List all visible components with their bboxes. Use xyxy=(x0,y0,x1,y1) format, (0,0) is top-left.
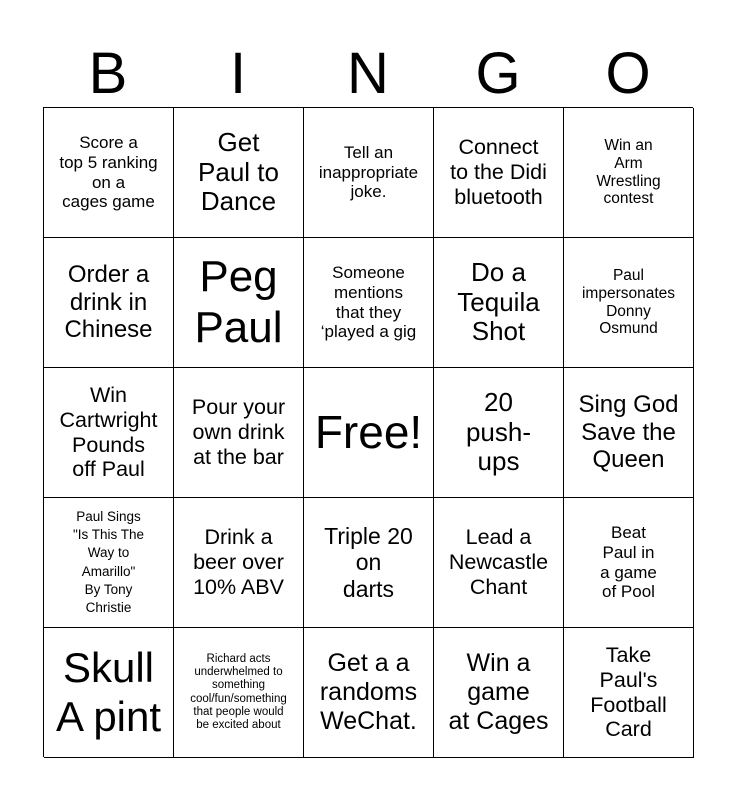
bingo-cell[interactable] xyxy=(434,628,564,758)
cell-text: Get a a randoms WeChat. xyxy=(319,649,418,735)
cell-text: Free! xyxy=(314,406,423,459)
bingo-cell[interactable] xyxy=(174,628,304,758)
cell-text: Skull A pint xyxy=(55,644,162,740)
bingo-cell[interactable] xyxy=(174,108,304,238)
cell-text: 20 push- ups xyxy=(465,386,532,477)
cell-text: Triple 20 on darts xyxy=(324,522,413,602)
bingo-cell[interactable] xyxy=(564,628,694,758)
header-letter-b: B xyxy=(88,41,128,106)
bingo-cell[interactable] xyxy=(434,108,564,238)
cell-text: Score a top 5 ranking on a cages game xyxy=(59,133,158,212)
bingo-cell[interactable] xyxy=(44,498,174,628)
bingo-cell[interactable] xyxy=(174,498,304,628)
cell-text: Pour your own drink at the bar xyxy=(191,395,286,469)
cell-text: Sing God Save the Queen xyxy=(578,391,679,474)
cell-text: Someone mentions that they ‘played a gig xyxy=(320,263,417,342)
free-space[interactable] xyxy=(304,368,434,498)
cell-text: Win a game at Cages xyxy=(448,649,549,735)
cell-text: Drink a beer over 10% ABV xyxy=(193,525,284,599)
bingo-header xyxy=(43,40,693,108)
cell-text: Richard acts underwhelmed to something cool/fun/something that people would be excited about xyxy=(190,652,287,731)
header-letter-n: N xyxy=(347,41,389,106)
bingo-cell[interactable] xyxy=(564,368,694,498)
bingo-cell[interactable] xyxy=(44,238,174,368)
cell-text: Take Paul's Football Card xyxy=(590,643,667,742)
bingo-cell[interactable] xyxy=(564,238,694,368)
header-letter-i: I xyxy=(229,41,247,106)
bingo-cell[interactable] xyxy=(304,498,434,628)
bingo-cell[interactable] xyxy=(304,628,434,758)
bingo-cell[interactable] xyxy=(434,238,564,368)
bingo-cell[interactable] xyxy=(174,368,304,498)
bingo-cell[interactable] xyxy=(44,108,174,238)
cell-text: Peg Paul xyxy=(194,251,283,352)
cell-text: Win an Arm Wrestling contest xyxy=(596,136,661,208)
cell-text: Beat Paul in a game of Pool xyxy=(600,523,657,602)
bingo-cell[interactable] xyxy=(304,108,434,238)
cell-text: Paul impersonates Donny Osmund xyxy=(581,266,676,338)
cell-text: Tell an inappropriate joke. xyxy=(318,143,419,202)
header-letter-o: O xyxy=(605,41,651,106)
cell-text: Lead a Newcastle Chant xyxy=(448,525,549,599)
cell-text: Win Cartwright Pounds off Paul xyxy=(59,383,158,482)
bingo-cell[interactable] xyxy=(434,368,564,498)
bingo-cell[interactable] xyxy=(174,238,304,368)
bingo-cell[interactable] xyxy=(434,498,564,628)
cell-text: Paul Sings "Is This The Way to Amarillo" By Tony Christie xyxy=(72,508,145,615)
cell-text: Get Paul to Dance xyxy=(198,126,279,217)
cell-text: Order a drink in Chinese xyxy=(64,261,153,344)
bingo-cell[interactable] xyxy=(304,238,434,368)
header-letter-g: G xyxy=(475,41,521,106)
bingo-cell[interactable] xyxy=(564,108,694,238)
bingo-cell[interactable] xyxy=(564,498,694,628)
cell-text: Do a Tequila Shot xyxy=(457,256,540,347)
bingo-board xyxy=(43,107,693,757)
bingo-cell[interactable] xyxy=(44,628,174,758)
cell-text: Connect to the Didi bluetooth xyxy=(450,135,547,209)
bingo-cell[interactable] xyxy=(44,368,174,498)
